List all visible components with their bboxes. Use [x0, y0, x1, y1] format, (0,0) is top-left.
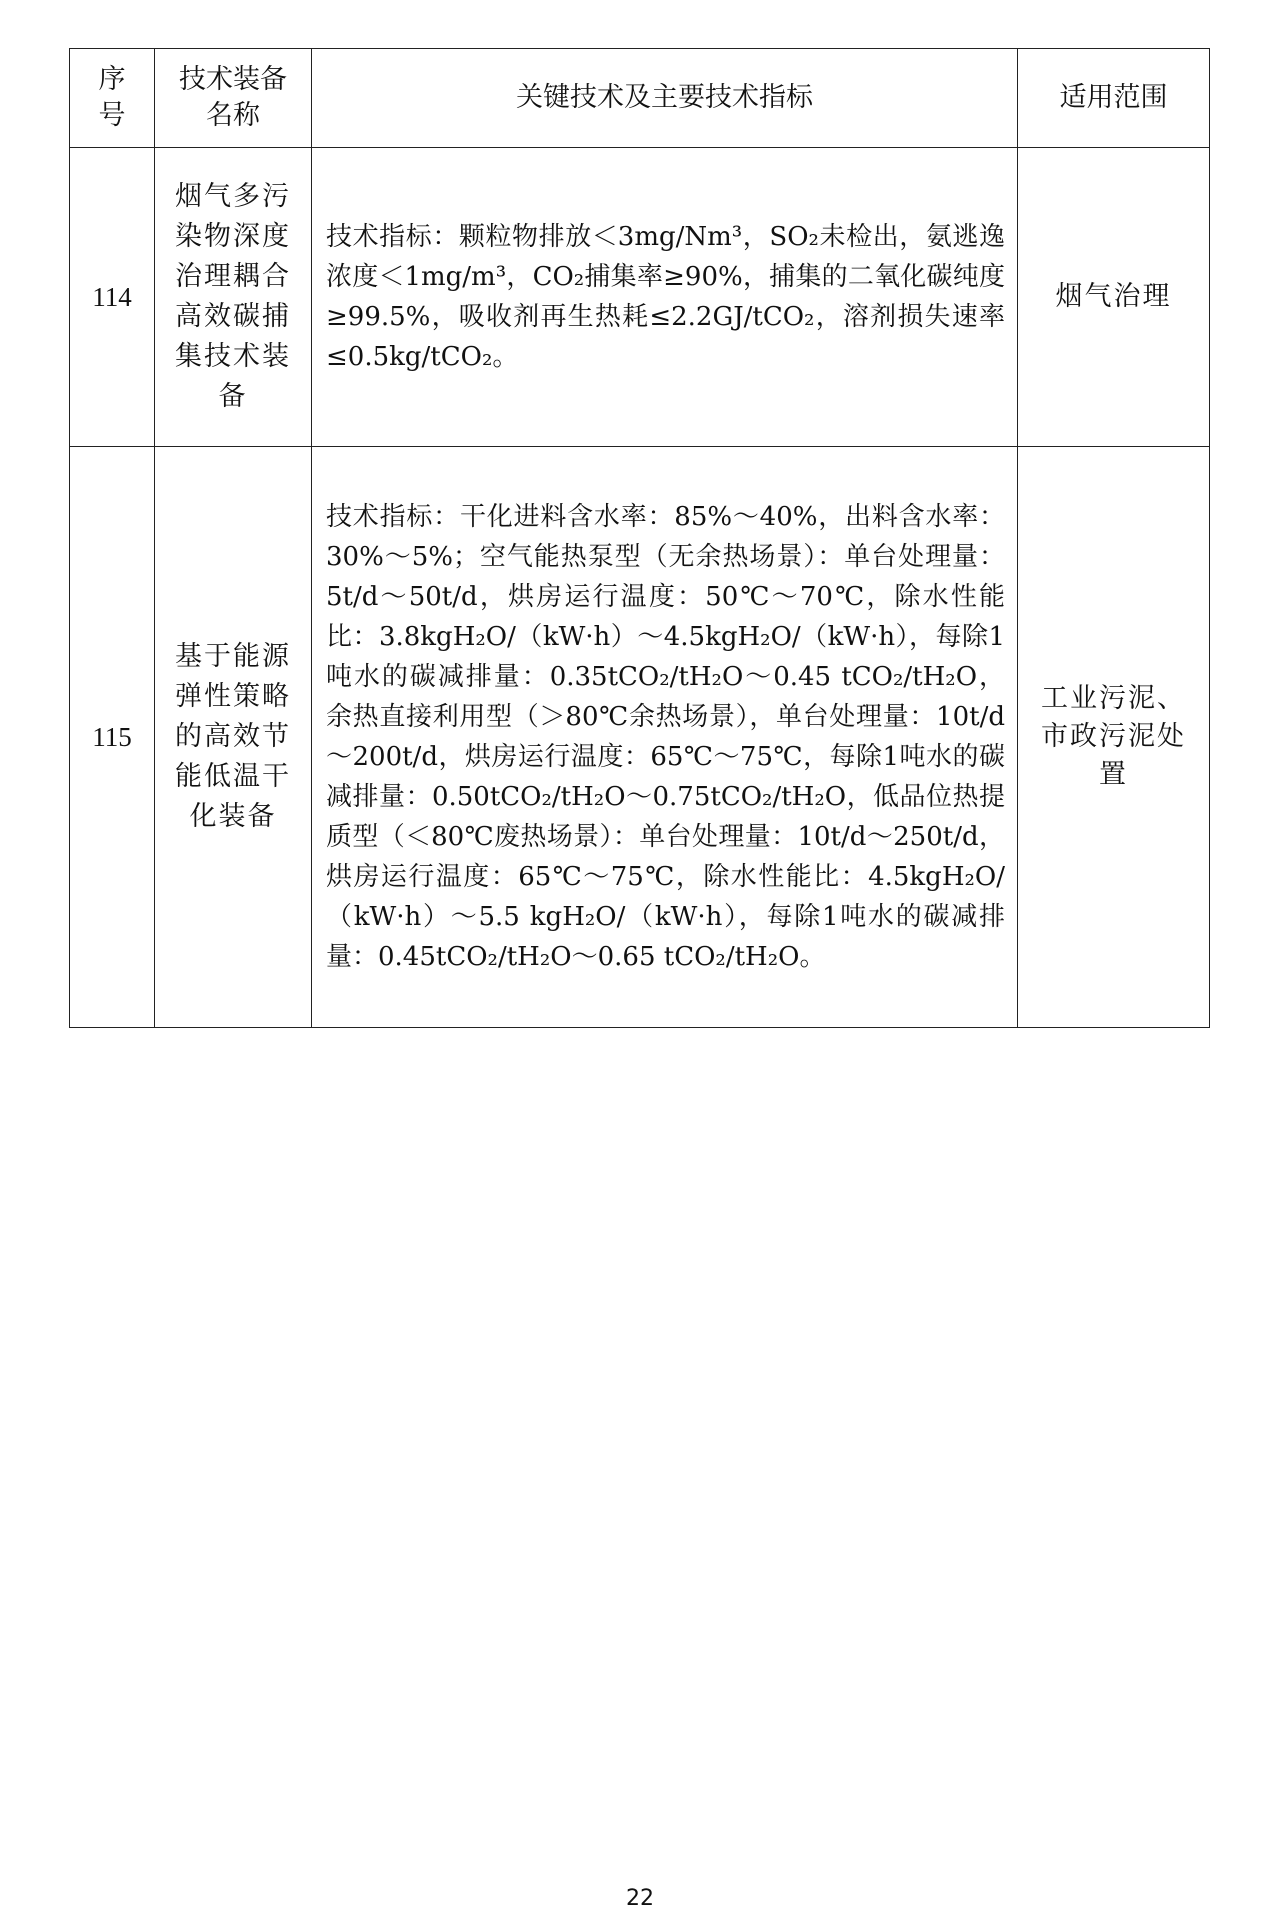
header-equipment-name: 技术装备名称	[155, 49, 312, 148]
equipment-name: 基于能源弹性策略的高效节能低温干化装备	[155, 447, 312, 1028]
application-scope: 工业污泥、市政污泥处置	[1018, 447, 1210, 1028]
header-application-scope: 适用范围	[1018, 49, 1210, 148]
header-key-technology: 关键技术及主要技术指标	[312, 49, 1018, 148]
header-serial-number: 序号	[70, 49, 155, 148]
table-row	[70, 148, 1210, 447]
table-row	[70, 447, 1210, 1028]
key-technology-indicators: 技术指标：颗粒物排放＜3mg/Nm³，SO₂未检出，氨逃逸浓度＜1mg/m³，CO₂捕集率≥90%，捕集的二氧化碳纯度≥99.5%，吸收剂再生热耗≤2.2GJ/tCO₂，溶剂损失速率≤0.5kg/tCO₂。	[312, 148, 1018, 447]
row-number: 115	[70, 447, 155, 1028]
row-number: 114	[70, 148, 155, 447]
equipment-name: 烟气多污染物深度治理耦合高效碳捕集技术装备	[155, 148, 312, 447]
application-scope: 烟气治理	[1018, 148, 1210, 447]
table-header-row	[70, 49, 1210, 148]
technology-equipment-table	[69, 48, 1210, 1028]
page-number: 22	[626, 1886, 654, 1911]
key-technology-indicators: 技术指标：干化进料含水率：85%～40%，出料含水率：30%～5%；空气能热泵型（无余热场景）：单台处理量：5t/d～50t/d，烘房运行温度：50℃～70℃，除水性能比：3.8kgH₂O/（kW·h）～4.5kgH₂O/（kW·h），每除1吨水的碳减排量：0.35tCO₂/tH₂O～0.45 tCO₂/tH₂O，余热直接利用型（＞80℃余热场景），单台处理量：10t/d～200t/d，烘房运行温度：65℃～75℃，每除1吨水的碳减排量：0.50tCO₂/tH₂O～0.75tCO₂/tH₂O，低品位热提质型（＜80℃废热场景）：单台处理量：10t/d～250t/d，烘房运行温度：65℃～75℃，除水性能比：4.5kgH₂O/（kW·h）～5.5 kgH₂O/（kW·h），每除1吨水的碳减排量：0.45tCO₂/tH₂O～0.65 tCO₂/tH₂O。	[312, 447, 1018, 1028]
